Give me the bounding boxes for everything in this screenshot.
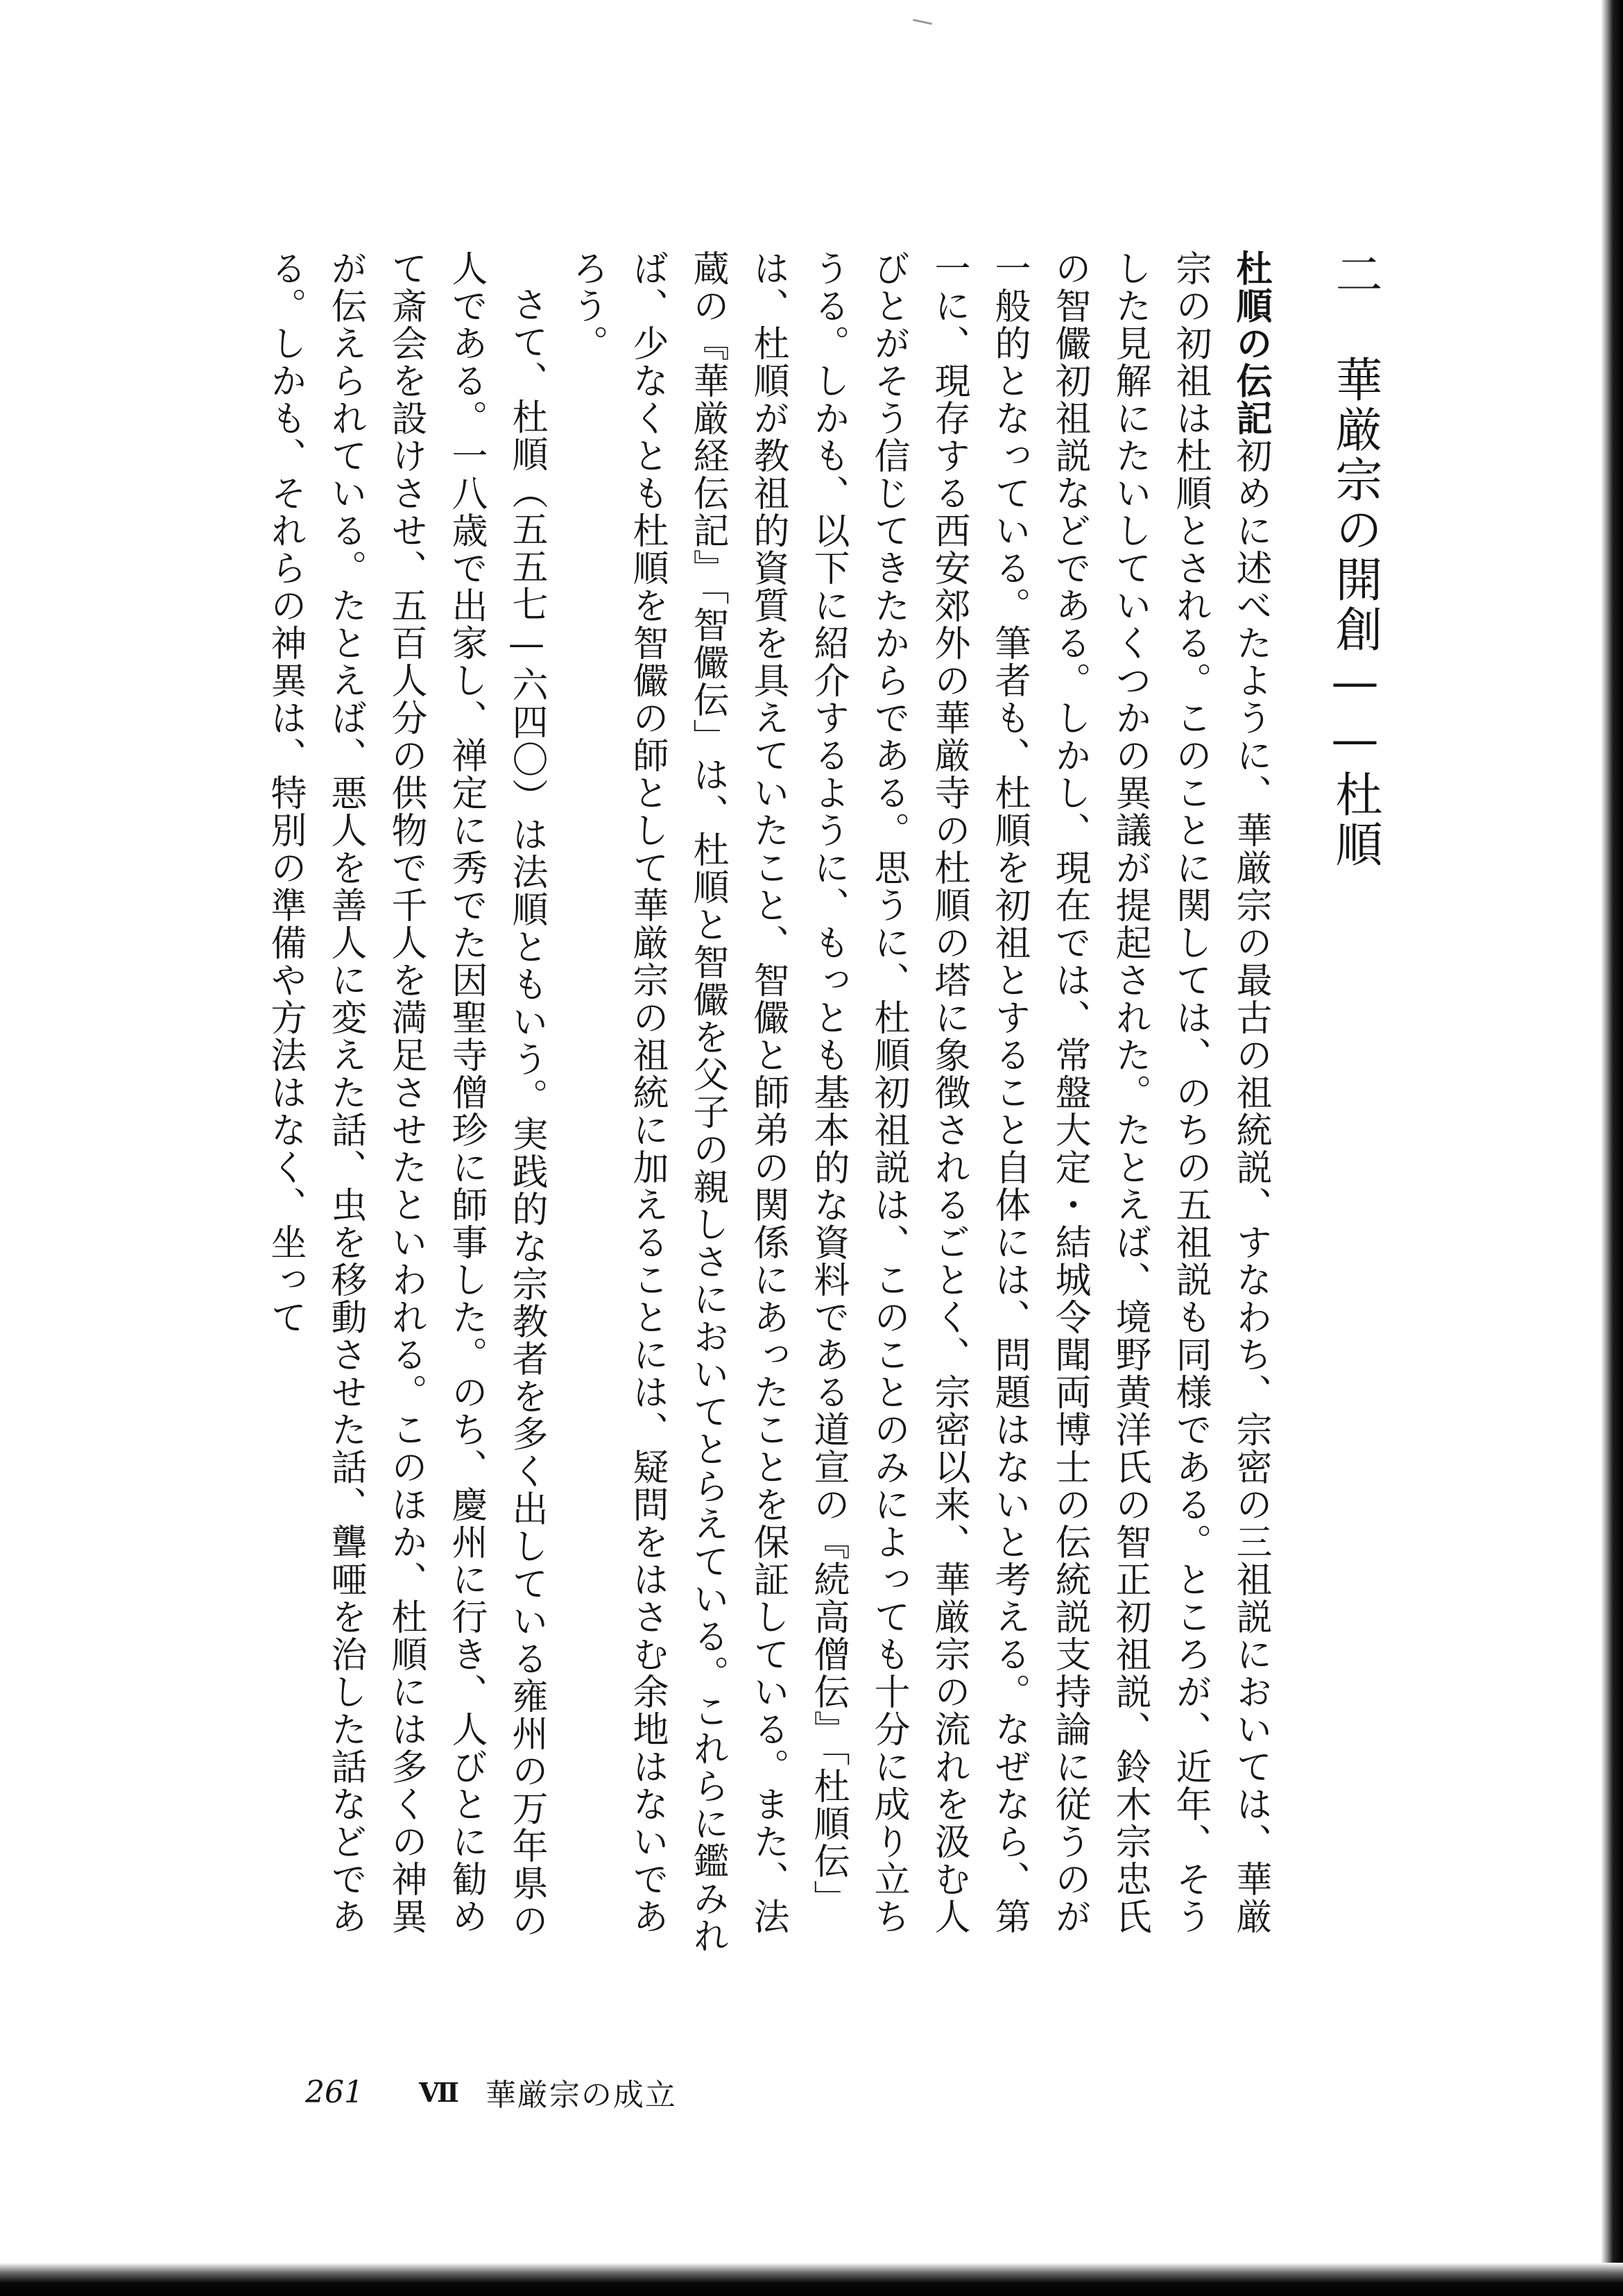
page-number: 261 bbox=[305, 2074, 363, 2110]
paragraph-1 bbox=[556, 250, 1280, 1970]
heading-gap bbox=[1280, 250, 1308, 1970]
scan-edge-bottom bbox=[0, 2263, 1623, 2296]
scan-edge-right bbox=[1601, 0, 1623, 2296]
scan-speck bbox=[913, 19, 932, 25]
page-footer bbox=[305, 2071, 677, 2113]
paragraph-2 bbox=[255, 250, 556, 1970]
section-heading bbox=[1308, 250, 1401, 1970]
paragraph-1-text: 初めに述べたように、華厳宗の最古の祖統説、すなわち、宗密の三祖説においては、華厳宗の初祖は杜順とされる。このことに関しては、のちの五祖説も同様である。ところが、近年、そうした見解にたいしていくつかの異議が提起された。たとえば、境野黄洋氏の智正初祖説、鈴木宗忠氏の智儼初祖説などである。しかし、現在では、常盤大定・結城令聞両博士の伝統説支持論に従うのが一般的となっている。筆者も、杜順を初祖とすること自体には、問題はないと考える。なぜなら、第一に、現存する西安郊外の華厳寺の杜順の塔に象徴されるごとく、宗密以来、華厳宗の流れを汲む人びとがそう信じてきたからである。思うに、杜順初祖説は、このことのみによっても十分に成り立ちうる。しかも、以下に紹介するように、もっとも基本的な資料である道宣の『続高僧伝』「杜順伝」は、杜順が教祖的資質を具えていたこと、智儼と師弟の関係にあったことを保証している。また、法蔵の『華厳経伝記』「智儼伝」は、杜順と智儼を父子の親しさにおいてとらえている。これらに鑑みれば、少なくとも杜順を智儼の師として華厳宗の祖統に加えることには、疑問をはさむ余地はないであろう。 bbox=[566, 250, 1271, 1955]
paragraph-2-text: さて、杜順（五五七—六四〇）は法順ともいう。実践的な宗教者を多く出している雍州の万年県の人である。一八歳で出家し、禅定に秀でた因聖寺僧珍に師事した。のち、慶州に行き、人びとに勧めて斎会を設けさせ、五百人分の供物で千人を満足させたといわれる。このほか、杜順には多くの神異が伝えられている。たとえば、悪人を善人に変えた話、虫を移動させた話、聾唖を治した話などである。しかも、それらの神異は、特別の準備や方法はなく、坐って bbox=[264, 250, 547, 1939]
section-title: 華厳宗の開創——杜順 bbox=[1328, 355, 1382, 870]
section-number: 二 bbox=[1328, 250, 1382, 300]
vertical-text-block bbox=[222, 250, 1401, 1970]
paragraph-subheading: 杜順の伝記 bbox=[1230, 250, 1271, 437]
chapter-number: Ⅶ bbox=[418, 2076, 458, 2108]
chapter-title: 華厳宗の成立 bbox=[485, 2077, 677, 2113]
